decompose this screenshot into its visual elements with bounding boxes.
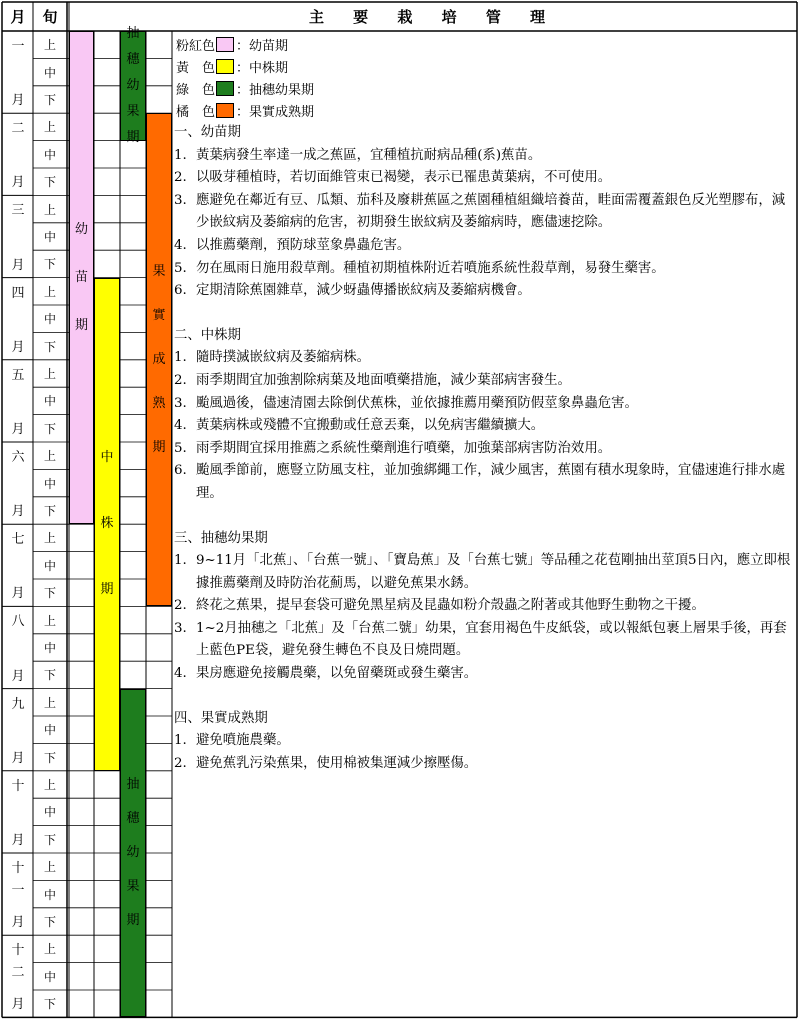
month-suffix: 月 <box>11 997 25 1013</box>
item-number: 2. <box>174 755 187 771</box>
month-number: 六 <box>11 450 25 465</box>
item-number: 1. <box>174 350 187 366</box>
month-number: 九 <box>11 696 25 712</box>
month-number: 八 <box>11 614 25 630</box>
legend-stage-name: ：中株期 <box>236 60 289 76</box>
month-suffix: 月 <box>11 421 25 437</box>
stage-bar-char: 幼 <box>126 844 140 860</box>
month-number: 一 <box>11 39 25 54</box>
month-number: 二 <box>11 121 25 137</box>
item-number: 2. <box>174 598 187 614</box>
xun-label: 中 <box>43 394 56 409</box>
section-spacer <box>174 303 792 325</box>
item-text: 定期清除蕉園雜草，減少蚜蟲傳播嵌紋病及萎縮病機會。 <box>196 283 531 299</box>
xun-label: 下 <box>43 339 56 354</box>
xun-label: 上 <box>43 202 56 217</box>
legend-swatch <box>216 81 234 96</box>
item-number: 2. <box>174 372 187 388</box>
legend-swatch <box>216 59 234 74</box>
management-item <box>174 460 792 505</box>
xun-label: 中 <box>43 805 56 820</box>
month-label <box>4 690 32 770</box>
month-label <box>4 443 32 523</box>
stage-bar-char: 果 <box>126 878 140 894</box>
stage-bar-flowering-bottom <box>120 689 146 1018</box>
month-label <box>4 607 32 687</box>
month-label <box>4 32 32 112</box>
item-text: 雨季期間宜加強割除病葉及地面噴藥措施，減少葉部病害發生。 <box>196 372 571 388</box>
management-item <box>174 550 792 595</box>
management-item <box>174 438 792 461</box>
section-title: 四、果實成熟期 <box>174 710 268 726</box>
stage-bar-char: 穗 <box>126 810 140 826</box>
item-text: 1~2月抽穗之「北蕉」及「台蕉二號」幼果，宜套用褐色牛皮紙袋，或以報紙包裹上層果手後，再套上藍色PE袋，避免發生轉色不良及日燒問題。 <box>196 620 787 659</box>
management-item <box>174 280 792 303</box>
management-item <box>174 347 792 370</box>
legend-stage-name: ：果實成熟期 <box>236 104 315 120</box>
stage-bar-ripening <box>146 113 172 606</box>
xun-label: 下 <box>43 750 56 765</box>
stage-bar-char: 果 <box>152 263 166 279</box>
xun-label: 中 <box>43 65 56 80</box>
month-number: 二 <box>11 965 25 981</box>
item-number: 1. <box>174 733 187 749</box>
legend-item <box>176 33 288 55</box>
item-number: 5. <box>174 440 187 456</box>
section-title: 三、抽穗幼果期 <box>174 530 268 546</box>
stage-bar-char: 中 <box>100 450 114 466</box>
month-label <box>4 772 32 852</box>
xun-label: 上 <box>43 531 56 546</box>
management-item <box>174 753 792 776</box>
xun-label: 中 <box>43 312 56 327</box>
xun-column-header: 旬 <box>42 8 58 26</box>
month-column-header: 月 <box>10 8 26 26</box>
stage-bar-char: 期 <box>100 582 114 598</box>
management-item <box>174 730 792 753</box>
item-text: 颱風過後，儘速清園去除倒伏蕉株，並依據推薦用藥預防假莖象鼻蟲危害。 <box>196 395 638 411</box>
section-title: 二、中株期 <box>174 327 241 343</box>
xun-label: 中 <box>43 969 56 984</box>
month-label <box>4 936 32 1016</box>
management-item <box>174 145 792 168</box>
legend-swatch <box>216 37 234 52</box>
management-item <box>174 235 792 258</box>
stage-bar-char: 期 <box>74 317 88 333</box>
management-column-header: 主 要 栽 培 管 理 <box>308 8 558 26</box>
month-number: 三 <box>11 203 25 219</box>
legend-stage-name: ：抽穗幼果期 <box>236 82 315 98</box>
item-text: 勿在風雨日施用殺草劑。種植初期植株附近若噴施系統性殺草劑，易發生藥害。 <box>196 260 665 276</box>
section-title: 一、幼苗期 <box>174 125 241 140</box>
month-suffix: 月 <box>11 339 25 355</box>
stage-bar-char: 株 <box>100 516 114 532</box>
xun-label: 下 <box>43 503 56 518</box>
legend-swatch <box>216 103 234 118</box>
stage-bar-char: 期 <box>126 129 140 145</box>
item-number: 3. <box>174 395 187 411</box>
xun-label: 上 <box>43 120 56 135</box>
xun-label: 中 <box>43 229 56 244</box>
month-label <box>4 525 32 605</box>
month-suffix: 月 <box>11 668 25 684</box>
xun-label: 上 <box>43 449 56 464</box>
xun-label: 上 <box>43 777 56 792</box>
xun-label: 中 <box>43 887 56 902</box>
month-suffix: 月 <box>11 504 25 520</box>
stage-bar-flowering-top <box>120 25 146 145</box>
stage-bar-char: 苗 <box>74 269 88 285</box>
month-suffix: 月 <box>11 832 25 848</box>
month-number: 四 <box>11 285 25 301</box>
management-item <box>174 370 792 393</box>
stage-bar-char: 幼 <box>126 77 140 93</box>
month-label <box>4 854 32 934</box>
item-number: 1. <box>174 553 187 569</box>
stage-bar-char: 成 <box>152 351 166 367</box>
month-number: 十 <box>11 778 25 794</box>
xun-label: 下 <box>43 668 56 683</box>
management-item <box>174 415 792 438</box>
item-text: 隨時撲滅嵌紋病及萎縮病株。 <box>196 350 371 366</box>
management-item <box>174 393 792 416</box>
legend-color-name: 黃 色 <box>176 60 216 76</box>
item-number: 6. <box>174 283 187 299</box>
month-number: 十 <box>11 861 25 876</box>
month-suffix: 月 <box>11 257 25 273</box>
xun-label: 下 <box>43 997 56 1012</box>
month-suffix: 月 <box>11 586 25 602</box>
item-text: 果房應避免接觸農藥，以免留藥斑或發生藥害。 <box>196 666 478 682</box>
item-number: 3. <box>174 620 187 636</box>
item-text: 應避免在鄰近有豆、瓜類、茄科及廢耕蕉區之蕉園種植組織培養苗，畦面需覆蓋銀色反光塑膠布，減少嵌紋病及萎縮病的危害，初期發生嵌紋病及萎縮病時，應儘速挖除。 <box>196 192 786 231</box>
xun-label: 中 <box>43 558 56 573</box>
item-number: 5. <box>174 260 187 276</box>
management-item <box>174 190 792 235</box>
management-notes <box>174 122 792 775</box>
item-number: 6. <box>174 463 187 479</box>
stage-bar-char: 幼 <box>74 221 88 237</box>
stage-bar-char: 期 <box>152 439 166 455</box>
legend-item <box>176 77 314 99</box>
xun-label: 中 <box>43 476 56 491</box>
stage-bar-char: 抽 <box>126 776 140 792</box>
month-number: 七 <box>11 532 25 548</box>
xun-label: 下 <box>43 914 56 929</box>
month-suffix: 月 <box>11 915 25 931</box>
xun-label: 上 <box>43 860 56 875</box>
month-label <box>4 114 32 194</box>
legend-color-name: 粉紅色 <box>176 38 216 54</box>
month-suffix: 月 <box>11 93 25 109</box>
month-number: 五 <box>11 367 25 383</box>
xun-label: 上 <box>43 613 56 628</box>
month-suffix: 月 <box>11 175 25 191</box>
xun-label: 下 <box>43 421 56 436</box>
item-number: 1. <box>174 147 187 163</box>
xun-label: 下 <box>43 175 56 190</box>
item-text: 以吸芽種植時，若切面維管束已褐變，表示已罹患黃葉病，不可使用。 <box>196 170 612 186</box>
item-number: 4. <box>174 418 187 434</box>
xun-label: 下 <box>43 92 56 107</box>
stage-bar-char: 熟 <box>152 395 166 411</box>
section-spacer <box>174 506 792 528</box>
month-label <box>4 279 32 359</box>
item-text: 黃葉病發生率達一成之蕉區，宜種植抗耐病品種(系)蕉苗。 <box>196 147 542 163</box>
xun-label: 中 <box>43 723 56 738</box>
xun-label: 中 <box>43 147 56 162</box>
management-item <box>174 663 792 686</box>
month-number: 十 <box>11 943 25 959</box>
item-text: 避免蕉乳污染蕉果，使用棉被集運減少擦壓傷。 <box>196 755 478 771</box>
xun-label: 下 <box>43 832 56 847</box>
item-text: 雨季期間宜採用推薦之系統性藥劑進行噴藥，加強葉部病害防治效用。 <box>196 440 612 456</box>
item-text: 颱風季節前，應豎立防風支柱，並加強綁繩工作，減少風害，蕉園有積水現象時，宜儘速進行排水處理。 <box>196 463 786 501</box>
legend-stage-name: ：幼苗期 <box>236 38 289 54</box>
stage-bar-char: 期 <box>126 912 140 928</box>
item-text: 以推薦藥劑，預防球莖象鼻蟲危害。 <box>196 237 411 253</box>
management-item <box>174 167 792 190</box>
management-item <box>174 595 792 618</box>
legend-color-name: 綠 色 <box>176 82 216 98</box>
item-text: 黃葉病株或殘體不宜搬動或任意丟棄，以免病害繼續擴大。 <box>196 418 545 434</box>
xun-label: 上 <box>43 942 56 957</box>
month-number: 一 <box>11 883 25 898</box>
stage-bar-char: 果 <box>126 103 140 119</box>
item-text: 終花之蕉果，提早套袋可避免黑星病及昆蟲如粉介殼蟲之附著或其他野生動物之干擾。 <box>196 598 705 614</box>
month-label <box>4 196 32 276</box>
item-number: 4. <box>174 237 187 253</box>
stage-bar-char: 實 <box>152 307 166 323</box>
xun-label: 中 <box>43 640 56 655</box>
xun-label: 下 <box>43 257 56 272</box>
xun-label: 下 <box>43 586 56 601</box>
stage-bar-char: 抽 <box>126 25 140 41</box>
item-text: 避免噴施農藥。 <box>196 733 290 749</box>
stage-bar-char: 穗 <box>126 51 140 67</box>
management-item <box>174 258 792 281</box>
xun-label: 上 <box>43 695 56 710</box>
item-number: 4. <box>174 666 187 682</box>
stage-bar-middle <box>94 278 120 771</box>
stage-bar-seedling <box>69 31 94 524</box>
xun-label: 上 <box>43 366 56 381</box>
xun-label: 上 <box>43 284 56 299</box>
section-spacer <box>174 686 792 708</box>
legend-item <box>176 55 288 77</box>
month-suffix: 月 <box>11 750 25 766</box>
item-text: 9~11月「北蕉」、「台蕉一號」、「寶島蕉」及「台蕉七號」等品種之花苞剛抽出莖頂5日內，應立即根據推薦藥劑及時防治花薊馬，以避免蕉果水銹。 <box>196 553 791 591</box>
xun-label: 上 <box>43 38 56 53</box>
management-item <box>174 618 792 663</box>
item-number: 2. <box>174 170 187 186</box>
month-label <box>4 361 32 441</box>
item-number: 3. <box>174 192 187 208</box>
legend-item <box>176 99 314 121</box>
legend-color-name: 橘 色 <box>176 104 216 120</box>
